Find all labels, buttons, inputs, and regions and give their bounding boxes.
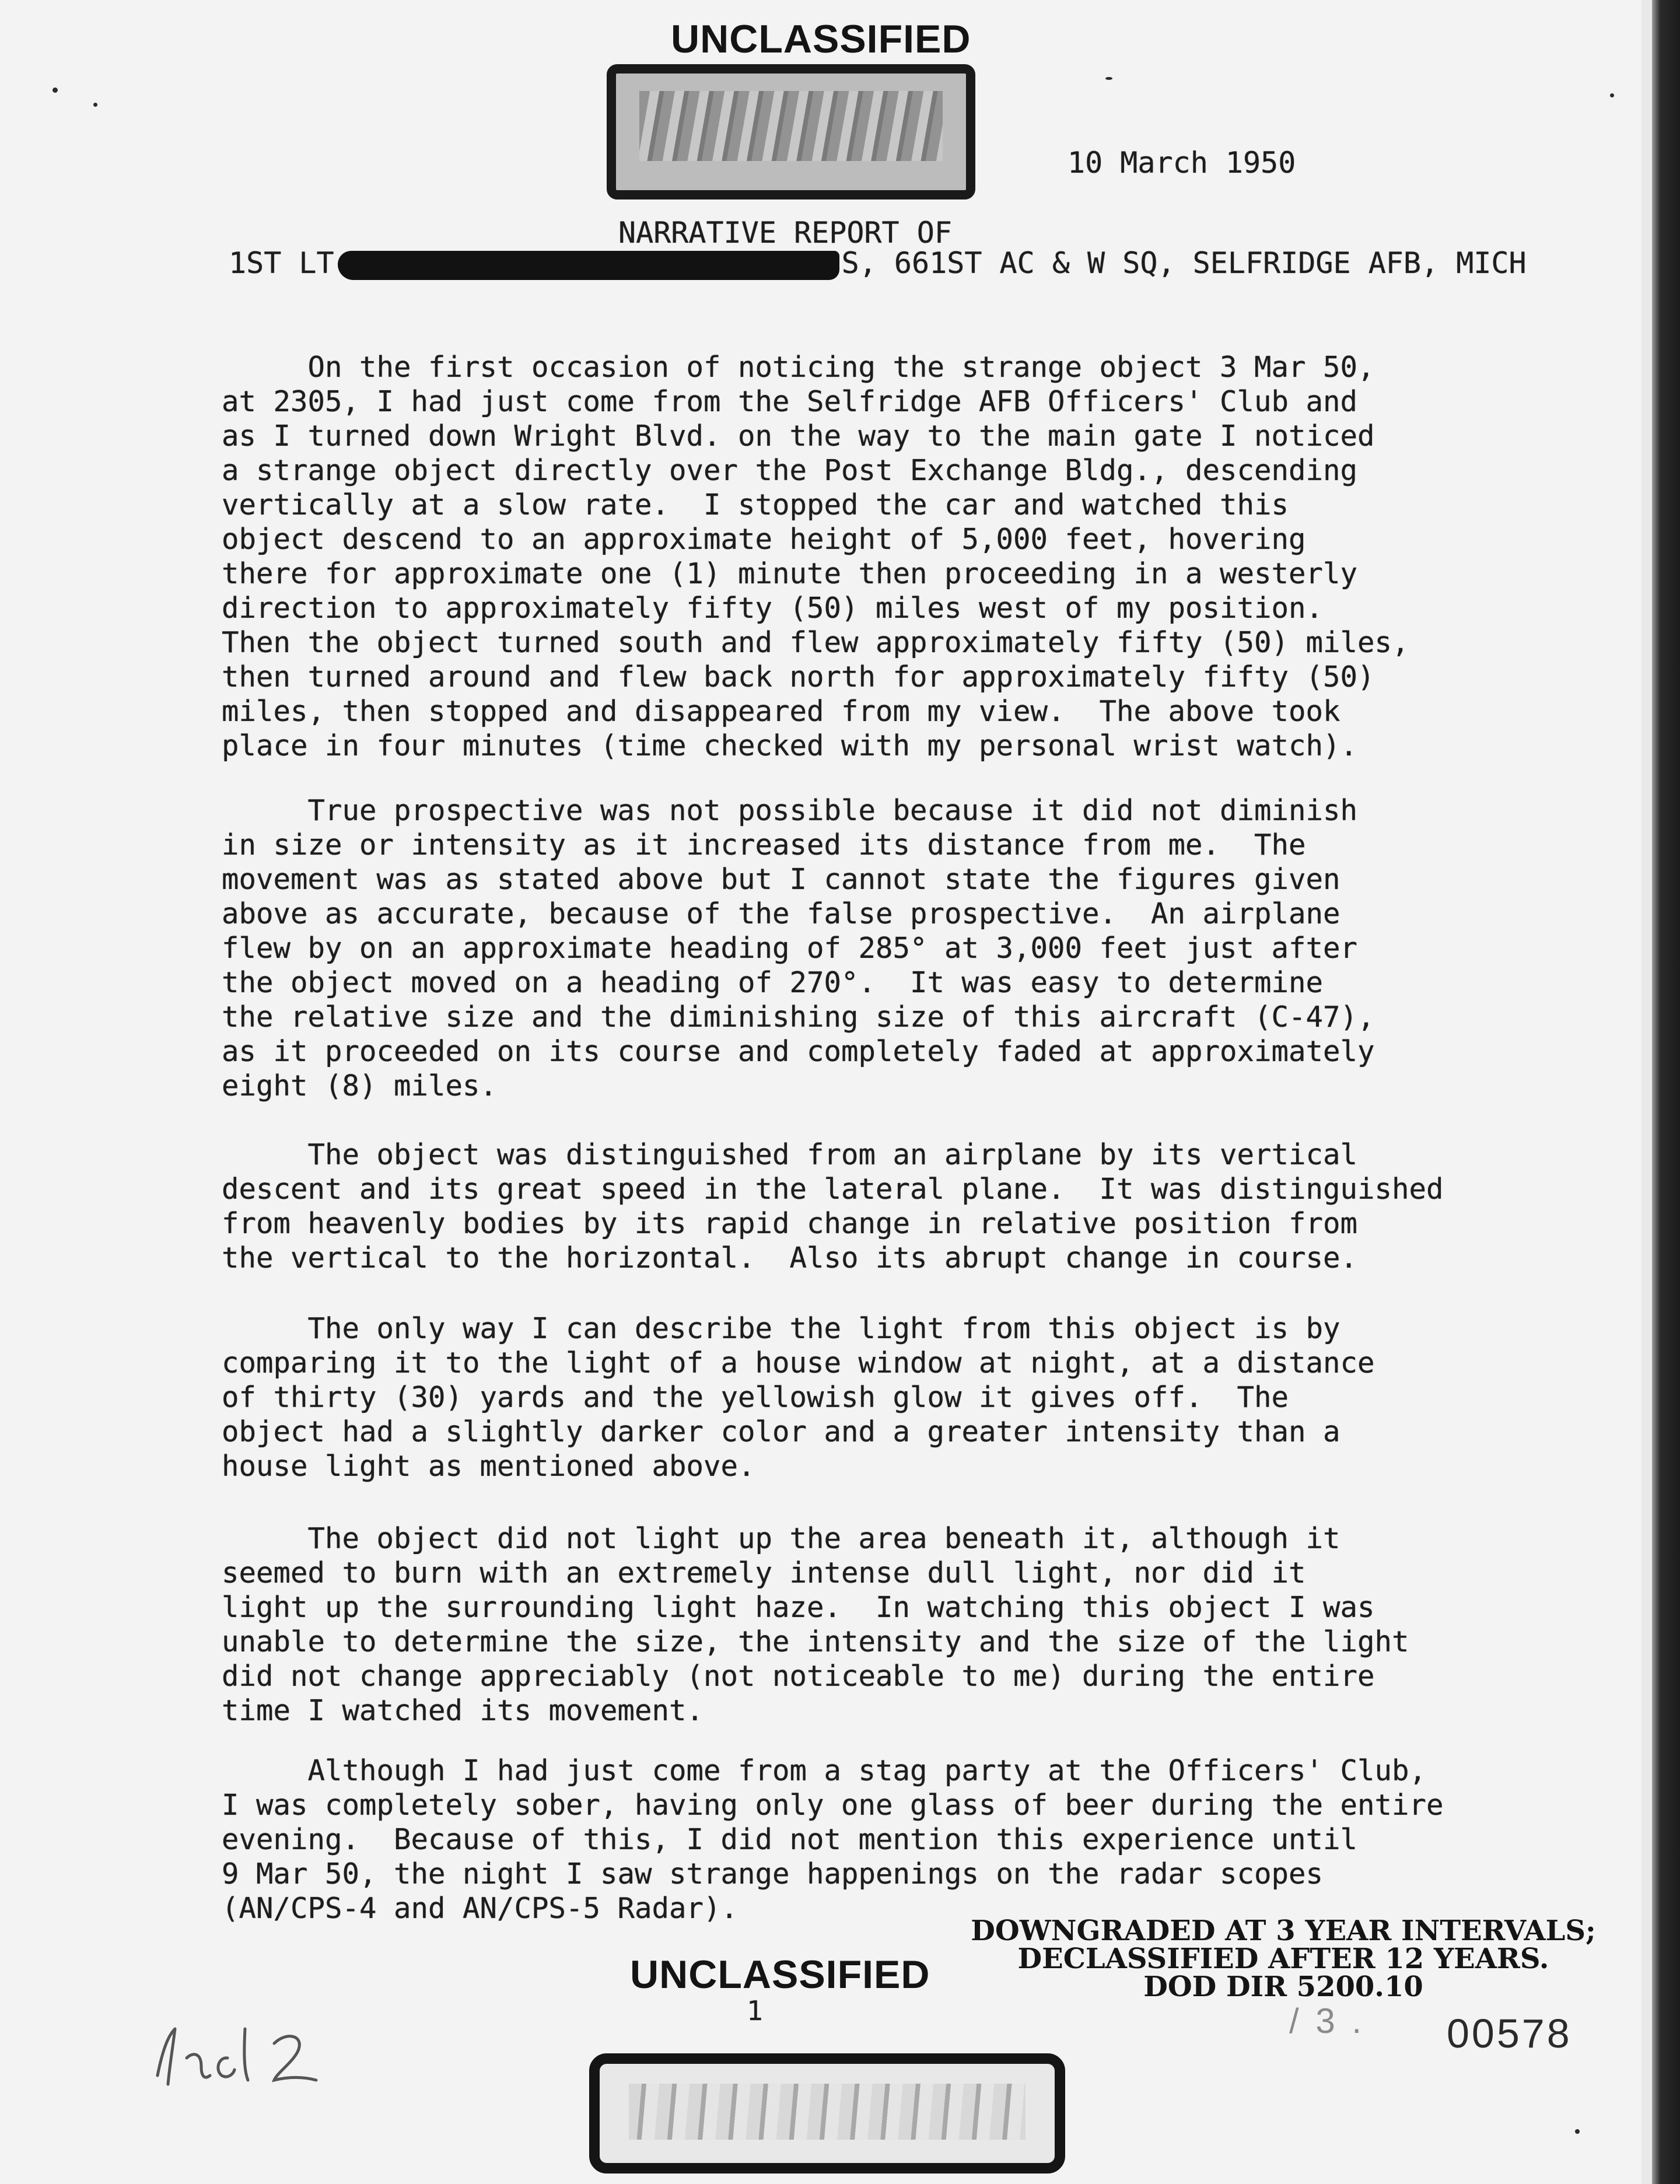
handwritten-note — [146, 2011, 332, 2099]
body-paragraph-2: True prospective was not possible because it did not diminish in size or intensity as it increased its distance from me. The movement was as stated above but I cannot state the figures given above as accurate, because of the false prospective. An airplane flew by on an approximate heading of 285° at 3,000 feet just after the object moved on a heading of 270°. It was easy to determine the relative size and the diminishing size of this aircraft (C-47), as it proceeded on its course and completely faded at approximately eight (8) miles. — [222, 794, 1375, 1102]
scan-speck — [1105, 77, 1112, 80]
subject-line — [229, 246, 1527, 280]
downgrade-line-1: DOWNGRADED AT 3 YEAR INTERVALS; — [971, 1915, 1596, 1947]
page-edge-highlight — [1642, 0, 1652, 2184]
stamp-smear — [639, 91, 943, 161]
classification-stamp-top: UNCLASSIFIED — [671, 17, 971, 61]
report-date: 10 March 1950 — [1068, 146, 1296, 180]
subject-prefix: 1ST LT — [229, 246, 334, 280]
body-paragraph-5: The object did not light up the area beneath it, although it seemed to burn with an extremely intense dull light, nor did it light up the surrounding light haze. In watching this object I was unable to determine the size, the intensity and the size of the light did not change appreciably (not noticeable to me) during the entire time I watched its movement. — [222, 1522, 1409, 1727]
scan-speck — [1610, 93, 1614, 97]
body-paragraph-4: The only way I can describe the light from this object is by comparing it to the light of a house window at night, at a distance of thirty (30) yards and the yellowish glow it gives off. The object had a slightly darker color and a greater intensity than a house light as mentioned above. — [222, 1312, 1375, 1483]
scan-speck — [52, 88, 58, 93]
classification-stamp-bottom: UNCLASSIFIED — [630, 1952, 930, 1997]
subject-suffix: S, 661ST AC & W SQ, SELFRIDGE AFB, MICH — [841, 246, 1527, 280]
scan-speck — [93, 103, 97, 107]
redaction-bar — [338, 251, 839, 280]
downgrade-line-2: DECLASSIFIED AFTER 12 YEARS. — [1017, 1943, 1549, 1975]
report-heading: NARRATIVE REPORT OF — [618, 216, 952, 250]
downgrade-notice — [957, 1917, 1610, 2001]
page-number: 1 — [747, 1995, 763, 2027]
stamp-smear — [629, 2084, 1026, 2140]
faint-number: / 3 . — [1289, 2001, 1366, 2041]
body-paragraph-1: On the first occasion of noticing the strange object 3 Mar 50, at 2305, I had just come from the Selfridge AFB Officers' Club and as I turned down Wright Blvd. on the way to the main gate I noticed a strange object directly over the Post Exchange Bldg., descending vertically at a slow rate. I stopped the car and watched this object descend to an approximate height of 5,000 feet, hovering there for approximate one (1) minute then proceeding in a westerly direction to approximately fifty (50) miles west of my position. Then the object turned south and flew approximately fifty (50) miles, then turned around and flew back north for approximately fifty (50) miles, then stopped and disappeared from my view. The above took place in four minutes (time checked with my personal wrist watch). — [222, 351, 1409, 762]
page-edge-shadow — [1652, 0, 1680, 2184]
obliterated-bottom-stamp — [589, 2053, 1065, 2174]
document-number: 00578 — [1447, 2011, 1572, 2056]
downgrade-line-3: DOD DIR 5200.10 — [1143, 1971, 1423, 2003]
scan-speck — [1575, 2129, 1580, 2134]
obliterated-secret-stamp — [607, 64, 975, 200]
body-paragraph-3: The object was distinguished from an airplane by its vertical descent and its great speed in the lateral plane. It was distinguished from heavenly bodies by its rapid change in relative position from the vertical to the horizontal. Also its abrupt change in course. — [222, 1138, 1444, 1275]
body-paragraph-6: Although I had just come from a stag party at the Officers' Club, I was completely sober, having only one glass of beer during the entire evening. Because of this, I did not mention this experience until 9 Mar 50, the night I saw strange happenings on the radar scopes (AN/CPS-4 and AN/CPS-5 Radar). — [222, 1754, 1444, 1925]
